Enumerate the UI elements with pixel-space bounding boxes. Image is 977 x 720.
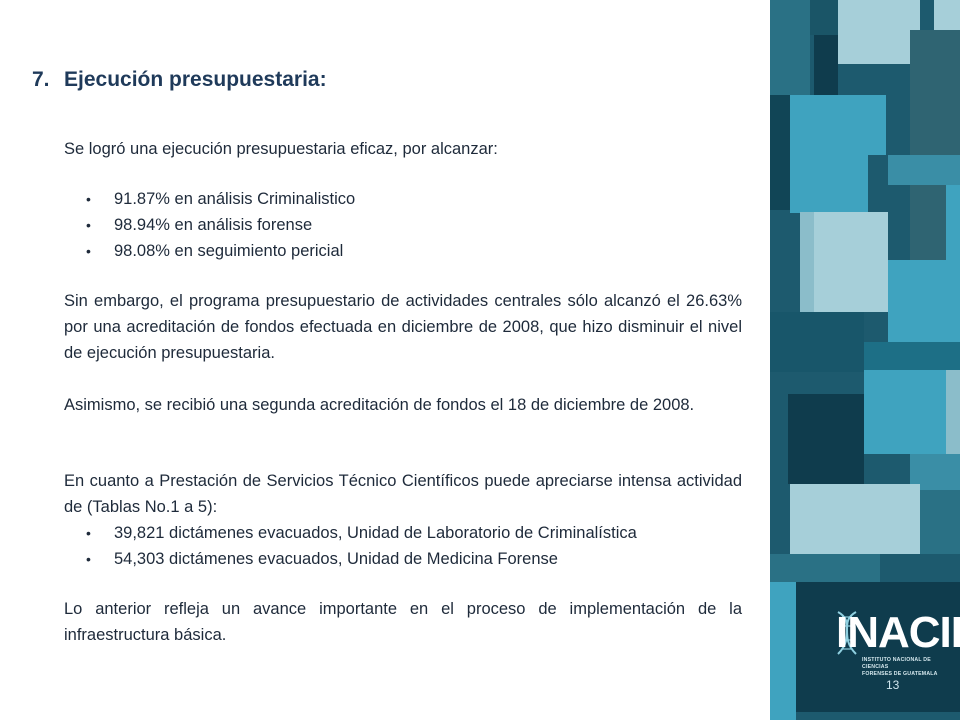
list-item: • 98.94% en análisis forense <box>86 212 355 238</box>
heading-text: Ejecución presupuestaria: <box>64 68 327 91</box>
page-number: 13 <box>886 678 900 692</box>
paragraph-conclusion: Lo anterior refleja un avance importante en el proceso de implementación de la infraestructura básica. <box>64 600 742 644</box>
bullet-icon: • <box>86 243 91 259</box>
mosaic-square <box>790 484 920 554</box>
paragraph-technical-services: En cuanto a Prestación de Servicios Técnico Científicos puede apreciarse intensa actividad de (Tablas No.1 a 5): <box>64 472 742 516</box>
list-item: • 91.87% en análisis Criminalistico <box>86 186 355 212</box>
mosaic-square <box>790 95 886 155</box>
mosaic-square <box>888 260 960 342</box>
mosaic-square <box>814 35 838 95</box>
paragraph-second-accreditation: Asimismo, se recibió una segunda acreditación de fondos el 18 de diciembre de 2008. <box>64 396 695 414</box>
paragraph-central-activities: Sin embargo, el programa presupuestario de actividades centrales sólo alcanzó el 26.63% por una acreditación de fondos efectuada en diciembre de 2008, que hizo disminuir el nivel de ejecución presupuestaria. <box>64 292 742 362</box>
inacif-logo: INACIF <box>836 608 977 657</box>
mosaic-square <box>814 212 888 312</box>
bullet-icon: • <box>86 525 91 541</box>
heading-number: 7. <box>32 68 50 91</box>
list-item: • 39,821 dictámenes evacuados, Unidad de Laboratorio de Criminalística <box>86 520 637 546</box>
bullet-icon: • <box>86 217 91 233</box>
execution-bullet-list <box>86 186 355 264</box>
mosaic-square <box>788 394 864 484</box>
mosaic-square <box>910 30 960 155</box>
bullet-icon: • <box>86 191 91 207</box>
page-title <box>32 68 327 92</box>
mosaic-square <box>888 155 960 185</box>
mosaic-square <box>790 155 868 213</box>
reports-bullet-list <box>86 520 637 572</box>
bullet-icon: • <box>86 551 91 567</box>
mosaic-square <box>770 582 796 720</box>
mosaic-square <box>770 394 788 484</box>
mosaic-square <box>770 95 790 210</box>
mosaic-square <box>770 0 810 95</box>
mosaic-square <box>920 490 960 554</box>
intro-text: Se logró una ejecución presupuestaria eficaz, por alcanzar: <box>64 140 498 158</box>
mosaic-square <box>946 370 960 454</box>
list-item: • 98.08% en seguimiento pericial <box>86 238 355 264</box>
mosaic-square <box>910 185 946 260</box>
mosaic-square <box>864 370 946 454</box>
list-item: • 54,303 dictámenes evacuados, Unidad de Medicina Forense <box>86 546 637 572</box>
mosaic-square <box>934 0 960 30</box>
mosaic-square <box>770 312 864 372</box>
logo-subtitle: INSTITUTO NACIONAL DE CIENCIAS FORENSES DE GUATEMALA <box>862 657 938 677</box>
mosaic-square <box>770 554 880 582</box>
mosaic-square <box>800 212 814 312</box>
mosaic-square <box>946 185 960 260</box>
mosaic-square <box>838 0 920 64</box>
mosaic-square <box>864 342 960 370</box>
